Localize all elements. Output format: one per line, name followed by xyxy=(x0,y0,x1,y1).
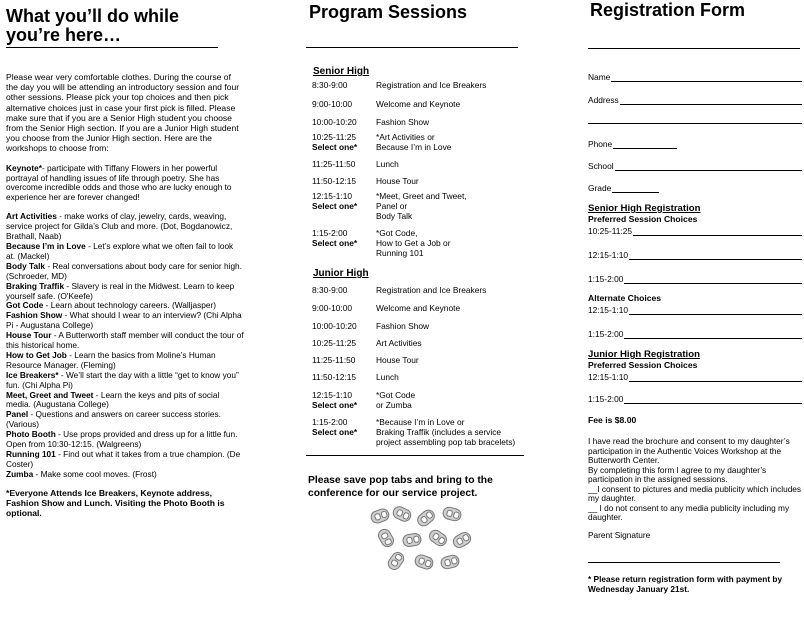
alternate-label: Alternate Choices xyxy=(588,293,662,303)
workshop-list xyxy=(6,212,244,479)
schedule-row xyxy=(312,285,528,295)
workshop-item xyxy=(6,262,244,282)
schedule-time: 12:15-1:10 xyxy=(312,390,353,400)
workshop-name: Panel xyxy=(6,409,29,420)
choice-time-label: 12:15-1:10 xyxy=(588,372,629,382)
choice-line[interactable] xyxy=(629,373,802,382)
grade-line[interactable] xyxy=(612,184,659,193)
schedule-time-cell xyxy=(312,372,376,382)
schedule-session: Welcome and Keynote xyxy=(376,303,461,313)
workshop-name: Running 101 xyxy=(6,449,56,459)
choice-time-label: 10:25-11:25 xyxy=(588,226,633,236)
workshop-description: - Learn about technology careers. (Walljasper) xyxy=(43,300,216,311)
schedule-session: Lunch xyxy=(376,372,399,382)
choice-time-label: 12:15-1:10 xyxy=(588,250,629,260)
workshop-name: How to Get Job xyxy=(6,349,67,360)
address-line-1[interactable] xyxy=(620,96,802,105)
sessions-bottom-rule xyxy=(306,455,524,456)
column-registration xyxy=(588,0,802,595)
registration-title-rule xyxy=(588,48,800,49)
workshop-description: - Learn the basics from Moline’s Human Resource Manager. (Fleming) xyxy=(6,349,216,370)
select-one-label: Select one* xyxy=(312,427,358,437)
workshop-item xyxy=(6,450,244,470)
schedule-time: 1:15-2:00 xyxy=(312,228,348,238)
schedule-time: 9:00-10:00 xyxy=(312,303,353,313)
schedule-time-cell xyxy=(312,132,376,152)
address-field[interactable] xyxy=(588,95,802,105)
workshop-item xyxy=(6,351,244,371)
schedule-row xyxy=(312,132,528,152)
schedule-time: 10:00-10:20 xyxy=(312,321,357,331)
choice-time-label: 1:15-2:00 xyxy=(588,274,624,284)
choice-time-label: 12:15-1:10 xyxy=(588,305,629,315)
address-line-2[interactable] xyxy=(588,122,802,124)
workshop-name: Because I’m in Love xyxy=(6,240,86,251)
schedule-session: *Got Code or Zumba xyxy=(376,390,416,410)
workshop-description: - Slavery is real in the Midwest. Learn to keep yourself safe. (O'Keefe) xyxy=(6,280,235,301)
workshop-item xyxy=(6,410,244,430)
workshop-description: - Find out what it takes from a true champion. (De Coster) xyxy=(6,449,241,469)
column-sessions xyxy=(306,0,528,574)
schedule-row xyxy=(312,390,528,410)
workshop-item xyxy=(6,391,244,411)
junior-preferred-choices xyxy=(588,372,802,404)
workshop-item xyxy=(6,470,244,480)
schedule-row xyxy=(312,417,528,447)
senior-registration-heading: Senior High Registration xyxy=(588,203,701,214)
schedule-row xyxy=(312,321,528,331)
schedule-time: 11:25-11:50 xyxy=(312,355,356,365)
schedule-session: Fashion Show xyxy=(376,117,430,127)
workshop-description: - make works of clay, jewelry, cards, weaving, service project for Gilda’s Club and more. (Dot, Bogdanowicz, Brathall, Naab) xyxy=(6,211,233,242)
senior-preferred-choices xyxy=(588,226,802,284)
schedule-time: 12:15-1:10 xyxy=(312,191,353,201)
schedule-session: Welcome and Keynote xyxy=(376,99,461,109)
workshop-description: - Use props provided and dress up for a little fun. Open from 10:30-12:15. (Walgreens) xyxy=(6,429,238,450)
workshop-name: Art Activities xyxy=(6,211,57,222)
workshop-description: - What should I wear to an interview? (Chi Alpha Pi - Augustana College) xyxy=(6,310,242,331)
choice-field[interactable] xyxy=(588,372,802,382)
schedule-row xyxy=(312,176,528,186)
school-label: School xyxy=(588,161,614,171)
choice-field[interactable] xyxy=(588,250,802,260)
schedule-time-cell xyxy=(312,228,376,258)
keynote-paragraph xyxy=(6,164,244,204)
junior-preferred-label: Preferred Session Choices xyxy=(588,360,698,370)
choice-line[interactable] xyxy=(629,306,802,315)
school-field[interactable] xyxy=(588,161,802,171)
intro-paragraph: Please wear very comfortable clothes. During the course of the day you will be attending an introductory session and four other sessions. Please pick your top choices and then pick alternative choices just in case your first pick is filled. Please make sure that if you are a Senior High student you choose from the Senior High section. If you are a Junior High student you choose from the Junior High section. Here are the workshops to choose from: xyxy=(6,72,240,154)
schedule-session: Fashion Show xyxy=(376,321,430,331)
choice-line[interactable] xyxy=(624,330,802,339)
schedule-session: Lunch xyxy=(376,159,399,169)
pop-tabs-image xyxy=(366,504,476,574)
column-workshops xyxy=(6,0,244,518)
consent-yes-option[interactable]: __I consent to pictures and media publicity which includes my daughter. xyxy=(588,483,802,503)
schedule-time-cell xyxy=(312,176,376,186)
phone-field[interactable] xyxy=(588,139,802,149)
footnote: *Everyone Attends Ice Breakers, Keynote address, Fashion Show and Lunch. Visiting the Photo Booth is optional. xyxy=(6,487,225,519)
workshop-name: Body Talk xyxy=(6,260,46,271)
schedule-time-cell xyxy=(312,390,376,410)
schedule-time: 1:15-2:00 xyxy=(312,417,348,427)
schedule-time: 10:25-11:25 xyxy=(312,132,357,142)
choice-field[interactable] xyxy=(588,226,802,236)
workshop-item xyxy=(6,242,244,262)
schedule-time-cell xyxy=(312,285,376,295)
return-note: * Please return registration form with payment by Wednesday January 21st. xyxy=(588,574,783,595)
schedule-row xyxy=(312,338,528,348)
workshop-item xyxy=(6,212,244,242)
title-rule xyxy=(6,47,218,48)
schedule-time-cell xyxy=(312,117,376,127)
senior-alternate-choices xyxy=(588,305,802,339)
phone-label: Phone xyxy=(588,139,613,149)
workshop-description: - Real conversations about body care for senior high. (Schroeder, MD) xyxy=(6,260,242,281)
workshop-name: Fashion Show xyxy=(6,310,63,321)
choice-time-label: 1:15-2:00 xyxy=(588,329,624,339)
choice-field[interactable] xyxy=(588,305,802,315)
choice-line[interactable] xyxy=(624,275,802,284)
schedule-row xyxy=(312,372,528,382)
choice-field[interactable] xyxy=(588,274,802,284)
schedule-session: House Tour xyxy=(376,355,419,365)
senior-schedule xyxy=(312,80,528,258)
workshop-description: - Learn the keys and pits of social media. (Augustana College) xyxy=(6,389,220,410)
workshop-name: Got Code xyxy=(6,300,44,311)
select-one-label: Select one* xyxy=(312,201,358,211)
workshops-title xyxy=(6,7,244,45)
fee-text: Fee is $8.00 xyxy=(588,415,637,425)
workshop-description: - We’ll start the day with a little “get to know you” fun. (Chi Alpha Pi) xyxy=(6,369,239,390)
schedule-session: *Meet, Greet and Tweet, Panel or Body Talk xyxy=(376,191,467,221)
consent-no-option[interactable]: __ I do not consent to any media publicity including my daughter. xyxy=(588,502,790,522)
choice-line[interactable] xyxy=(629,251,802,260)
schedule-row xyxy=(312,80,528,90)
choice-line[interactable] xyxy=(624,395,802,404)
schedule-time: 8:30-9:00 xyxy=(312,285,348,295)
workshop-item xyxy=(6,311,244,331)
select-one-label: Select one* xyxy=(312,238,358,248)
schedule-time-cell xyxy=(312,321,376,331)
schedule-session: *Art Activities or Because I’m in Love xyxy=(376,132,452,152)
phone-line[interactable] xyxy=(613,140,677,149)
workshop-item xyxy=(6,371,244,391)
select-one-label: Select one* xyxy=(312,400,358,410)
schedule-time-cell xyxy=(312,303,376,313)
schedule-time-cell xyxy=(312,99,376,109)
parent-signature-line[interactable] xyxy=(588,561,780,563)
title-line-2: you’re here… xyxy=(6,25,122,45)
workshop-description: - Let’s explore what we often fail to look at. (Mackel) xyxy=(6,240,234,261)
workshop-name: House Tour xyxy=(6,330,52,341)
schedule-time-cell xyxy=(312,80,376,90)
sessions-title-rule xyxy=(306,47,518,48)
choice-field[interactable] xyxy=(588,329,802,339)
schedule-session: *Because I’m in Love or Braking Traffik (includes a service project assembling pop tab bracelets) xyxy=(376,417,516,447)
schedule-time: 10:00-10:20 xyxy=(312,117,357,127)
junior-schedule xyxy=(312,285,528,447)
workshop-item xyxy=(6,282,244,302)
workshop-name: Ice Breakers* xyxy=(6,369,59,380)
choice-field[interactable] xyxy=(588,394,802,404)
schedule-row xyxy=(312,191,528,221)
schedule-time: 11:50-12:15 xyxy=(312,372,357,382)
schedule-row xyxy=(312,355,528,365)
schedule-row xyxy=(312,117,528,127)
schedule-row xyxy=(312,99,528,109)
registration-title: Registration Form xyxy=(590,0,746,20)
schedule-session: Registration and Ice Breakers xyxy=(376,80,487,90)
schedule-time: 10:25-11:25 xyxy=(312,338,357,348)
select-one-label: Select one* xyxy=(312,142,358,152)
name-label: Name xyxy=(588,72,611,82)
sessions-title: Program Sessions xyxy=(309,2,468,22)
keynote-label: Keynote* xyxy=(6,162,42,173)
pop-tabs-note: Please save pop tabs and bring to the conference for our service project. xyxy=(308,475,493,499)
workshop-name: Zumba xyxy=(6,468,34,479)
workshop-name: Meet, Greet and Tweet xyxy=(6,389,94,400)
schedule-session: Registration and Ice Breakers xyxy=(376,285,487,295)
workshop-name: Braking Traffik xyxy=(6,280,65,291)
workshop-item xyxy=(6,430,244,450)
schedule-time-cell xyxy=(312,355,376,365)
schedule-session: *Got Code, How to Get a Job or Running 101 xyxy=(376,228,451,258)
name-field[interactable] xyxy=(588,72,802,82)
schedule-time: 9:00-10:00 xyxy=(312,99,353,109)
schedule-time-cell xyxy=(312,338,376,348)
parent-signature-label: Parent Signature xyxy=(588,529,651,540)
workshop-description: - A Butterworth staff member will conduct the tour of this historical home. xyxy=(6,330,244,351)
schedule-session: House Tour xyxy=(376,176,419,186)
schedule-time: 11:50-12:15 xyxy=(312,176,357,186)
senior-preferred-label: Preferred Session Choices xyxy=(588,214,698,224)
workshop-name: Photo Booth xyxy=(6,429,56,440)
workshop-description: - Questions and answers on career success stories. (Various) xyxy=(6,409,221,430)
schedule-time: 11:25-11:50 xyxy=(312,159,356,169)
schedule-row xyxy=(312,303,528,313)
schedule-time: 8:30-9:00 xyxy=(312,80,348,90)
schedule-session: Art Activities xyxy=(376,338,422,348)
schedule-row xyxy=(312,159,528,169)
schedule-time-cell xyxy=(312,417,376,447)
workshop-item xyxy=(6,331,244,351)
workshop-description: - Make some cool moves. (Frost) xyxy=(33,468,157,479)
choice-line[interactable] xyxy=(633,227,802,236)
schedule-time-cell xyxy=(312,191,376,221)
name-line[interactable] xyxy=(611,73,802,82)
junior-high-heading: Junior High xyxy=(313,268,369,279)
title-line-1: What you’ll do while xyxy=(6,6,179,26)
grade-field[interactable] xyxy=(588,183,802,193)
grade-label: Grade xyxy=(588,183,612,193)
keynote-text: - participate with Tiffany Flowers in her powerful portrayal of handling issues of life through poetry. She has overcome incredible odds and those who are lucky enough to experience her are forever changed! xyxy=(6,162,232,203)
address-label: Address xyxy=(588,95,619,105)
schedule-row xyxy=(312,228,528,258)
junior-registration-heading: Junior High Registration xyxy=(588,349,700,360)
school-line[interactable] xyxy=(615,162,802,171)
schedule-time-cell xyxy=(312,159,376,169)
consent-text: I have read the brochure and consent to my daughter’s participation in the Authentic Voices Workshop at the Butterworth Center. By completing this form I agree to my daughter’s participation in the assigned sessions. xyxy=(588,436,790,484)
choice-time-label: 1:15-2:00 xyxy=(588,394,624,404)
senior-high-heading: Senior High xyxy=(313,66,370,77)
